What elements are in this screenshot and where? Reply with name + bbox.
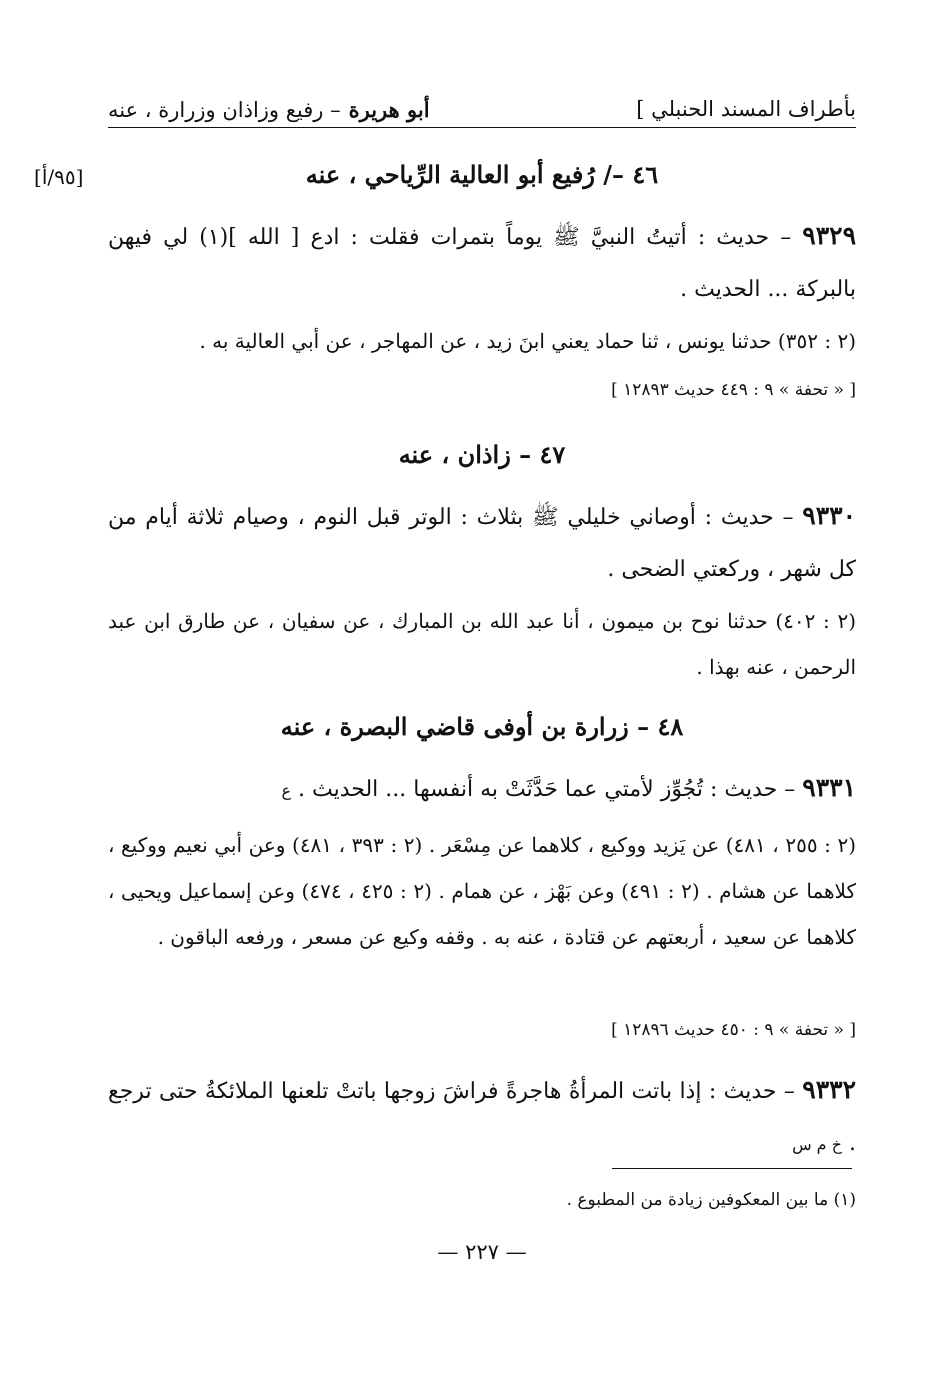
section-heading-46: ٤٦ –/ رُفيع أبو العالية الرِّياحي ، عنه: [305, 160, 659, 189]
hadith-9331: [108, 762, 856, 817]
footnote: (١) ما بين المعكوفين زيادة من المطبوع .: [566, 1190, 856, 1210]
isnad-9330: (٢ : ٤٠٢) حدثنا نوح بن ميمون ، أنا عبد الله بن المبارك ، عن سفيان ، عن طارق ابن عبد الرحمن ، عنه بهذا .: [108, 609, 856, 679]
section-heading-48: ٤٨ – زرارة بن أوفى قاضي البصرة ، عنه: [280, 712, 684, 741]
margin-folio-note: [٩٥/أ]: [34, 165, 84, 189]
tuhfa-reference-9329: [ « تحفة » ٩ : ٤٤٩ حديث ١٢٨٩٣ ]: [611, 380, 856, 400]
isnad-9331: (٢ : ٢٥٥ ، ٤٨١) عن يَزيد ووكيع ، كلاهما عن مِسْعَر . (٢ : ٣٩٣ ، ٤٨١) وعن أبي نعيم ووكيع ، كلاهما عن هشام . (٢ : ٤٩١) وعن بَهْز ، عن همام . (٢ : ٤٢٥ ، ٤٧٤) وعن إسماعيل ويحيى ، كلاهما عن سعيد ، أربعتهم عن قتادة ، عنه به . وقفه وكيع عن مسعر ، ورفعه الباقون .: [108, 833, 857, 949]
hadith-text: – حديث : تُجُوِّز لأمتي عما حَدَّثَتْ به أنفسها ... الحديث .: [298, 777, 796, 802]
isnad-9329: (٢ : ٣٥٢) حدثنا يونس ، ثنا حماد يعني ابنَ زيد ، عن المهاجر ، عن أبي العالية به .: [199, 329, 856, 353]
footnote-divider: [612, 1168, 852, 1169]
header-companion-name: أبو هريرة: [348, 96, 430, 122]
hadith-text: – حديث : أوصاني خليلي ﷺ بثلاث : الوتر قبل النوم ، وصيام ثلاثة أيام من كل شهر ، وركعتي الضحى .: [108, 505, 856, 582]
running-header: [108, 92, 856, 126]
hadith-text: – حديث : أتيتُ النبيَّ ﷺ يوماً بتمرات فقلت : ادع [ الله ](١) لي فيهن بالبركة ... الحديث .: [108, 225, 856, 302]
hadith-9330: [108, 490, 856, 596]
header-section: [108, 97, 430, 122]
header-divider: [108, 127, 856, 128]
page-number: — ٢٢٧ —: [437, 1240, 527, 1264]
header-book-title: بأطراف المسند الحنبلي ]: [636, 97, 856, 121]
tuhfa-reference-9331: [ « تحفة » ٩ : ٤٥٠ حديث ١٢٨٩٦ ]: [611, 1020, 856, 1040]
hadith-number: ٩٣٢٩: [802, 221, 857, 250]
section-heading-47: ٤٧ – زاذان ، عنه: [398, 440, 566, 469]
source-symbol: ع: [281, 781, 291, 800]
source-symbol: خ م س: [792, 1135, 842, 1154]
hadith-text: – حديث : إذا باتت المرأةُ هاجرةً فراشَ زوجها باتتْ تلعنها الملائكةُ حتى ترجع .: [108, 1079, 856, 1156]
hadith-9332: [108, 1064, 856, 1171]
header-narrators: – رفيع وزاذان وزرارة ، عنه: [108, 97, 341, 122]
hadith-number: ٩٣٣٢: [802, 1075, 856, 1104]
hadith-number: ٩٣٣٠: [802, 501, 856, 530]
hadith-9329: [108, 210, 856, 316]
hadith-number: ٩٣٣١: [802, 773, 856, 802]
